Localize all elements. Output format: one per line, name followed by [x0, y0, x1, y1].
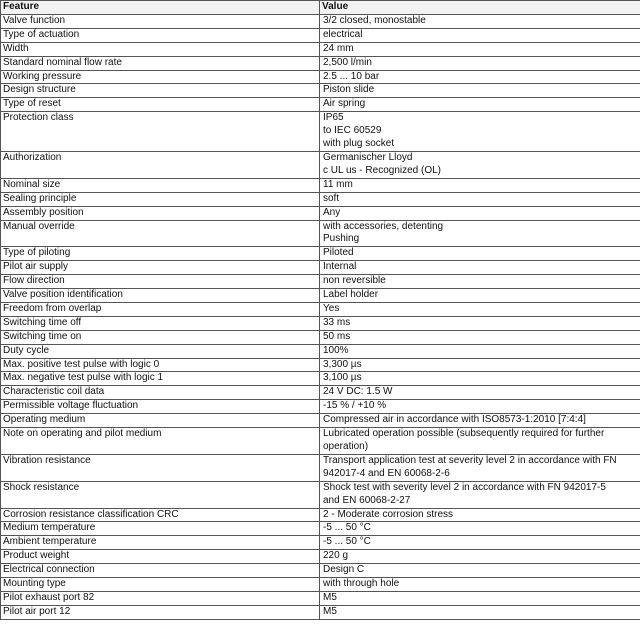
value-line: 2 - Moderate corrosion stress — [323, 508, 454, 520]
value-line: 33 ms — [323, 316, 351, 328]
table-row — [1, 316, 640, 330]
value-line: soft — [323, 192, 340, 204]
value-cell — [320, 550, 640, 564]
value-line: 24 V DC: 1.5 W — [323, 386, 393, 398]
value-line: Any — [323, 206, 341, 218]
value-cell — [320, 400, 640, 414]
value-line: -15 % / +10 % — [323, 400, 387, 412]
table-row — [1, 247, 640, 261]
feature-cell: Mounting type — [1, 578, 320, 592]
value-cell — [320, 508, 640, 522]
table-row — [1, 289, 640, 303]
feature-cell: Permissible voltage fluctuation — [1, 400, 320, 414]
table-row — [1, 206, 640, 220]
table-row — [1, 275, 640, 289]
value-cell — [320, 178, 640, 192]
value-line: 942017-4 and EN 60068-2-6 — [323, 467, 450, 479]
value-cell — [320, 151, 640, 178]
table-row — [1, 28, 640, 42]
feature-cell: Product weight — [1, 550, 320, 564]
feature-cell: Type of piloting — [1, 247, 320, 261]
value-line: Yes — [323, 302, 340, 314]
table-row — [1, 522, 640, 536]
table-row — [1, 98, 640, 112]
table-row — [1, 178, 640, 192]
value-cell — [320, 275, 640, 289]
value-line: IP65 — [323, 112, 344, 124]
feature-cell: Max. negative test pulse with logic 1 — [1, 372, 320, 386]
feature-cell: Corrosion resistance classification CRC — [1, 508, 320, 522]
table-row — [1, 386, 640, 400]
value-line: with plug socket — [323, 138, 395, 150]
value-cell — [320, 481, 640, 508]
feature-cell: Nominal size — [1, 178, 320, 192]
feature-cell: Type of actuation — [1, 28, 320, 42]
feature-cell: Duty cycle — [1, 344, 320, 358]
value-line: c UL us - Recognized (OL) — [323, 164, 442, 176]
value-line: 50 ms — [323, 330, 351, 342]
value-cell — [320, 316, 640, 330]
feature-cell: Max. positive test pulse with logic 0 — [1, 358, 320, 372]
value-line: -5 ... 50 °C — [323, 522, 371, 534]
value-line: 220 g — [323, 550, 349, 562]
value-line: Piston slide — [323, 84, 375, 96]
feature-cell: Design structure — [1, 84, 320, 98]
value-cell — [320, 591, 640, 605]
feature-column-header: Feature — [1, 1, 320, 15]
table-row — [1, 536, 640, 550]
table-row — [1, 578, 640, 592]
value-cell — [320, 220, 640, 247]
feature-cell: Pilot air supply — [1, 261, 320, 275]
feature-cell: Characteristic coil data — [1, 386, 320, 400]
value-line: electrical — [323, 28, 363, 40]
value-line: 2.5 ... 10 bar — [323, 70, 380, 82]
table-row — [1, 372, 640, 386]
feature-cell: Pilot air port 12 — [1, 605, 320, 619]
value-column-header: Value — [320, 1, 640, 15]
value-cell — [320, 192, 640, 206]
feature-cell: Assembly position — [1, 206, 320, 220]
feature-cell: Operating medium — [1, 414, 320, 428]
value-line: with through hole — [323, 578, 400, 590]
value-line: Label holder — [323, 289, 379, 301]
value-line: 3,300 µs — [323, 358, 362, 370]
feature-cell: Working pressure — [1, 70, 320, 84]
feature-cell: Standard nominal flow rate — [1, 56, 320, 70]
value-cell — [320, 206, 640, 220]
value-cell — [320, 98, 640, 112]
table-row — [1, 220, 640, 247]
value-line: operation) — [323, 441, 369, 452]
value-line: Germanischer Lloyd — [323, 151, 413, 163]
value-line: 2,500 l/min — [323, 56, 372, 68]
value-cell — [320, 14, 640, 28]
table-row — [1, 261, 640, 275]
feature-cell: Manual override — [1, 220, 320, 247]
table-row — [1, 550, 640, 564]
value-cell — [320, 578, 640, 592]
value-cell — [320, 289, 640, 303]
value-line: Shock test with severity level 2 in accordance with FN 942017-5 — [323, 481, 606, 493]
value-cell — [320, 372, 640, 386]
table-row — [1, 414, 640, 428]
value-cell — [320, 358, 640, 372]
table-row — [1, 428, 640, 455]
value-line: -5 ... 50 °C — [323, 536, 371, 548]
table-row — [1, 481, 640, 508]
value-cell — [320, 564, 640, 578]
feature-cell: Shock resistance — [1, 481, 320, 508]
value-line: Internal — [323, 261, 357, 273]
table-row — [1, 508, 640, 522]
value-cell — [320, 56, 640, 70]
table-row — [1, 70, 640, 84]
value-line: 3,100 µs — [323, 372, 362, 384]
table-row — [1, 591, 640, 605]
value-line: Air spring — [323, 98, 366, 110]
value-cell — [320, 330, 640, 344]
table-row — [1, 151, 640, 178]
value-cell — [320, 28, 640, 42]
table-row — [1, 344, 640, 358]
table-row — [1, 358, 640, 372]
value-line: Design C — [323, 564, 365, 576]
value-cell — [320, 428, 640, 455]
feature-cell: Switching time on — [1, 330, 320, 344]
table-row — [1, 84, 640, 98]
table-row — [1, 192, 640, 206]
feature-cell: Sealing principle — [1, 192, 320, 206]
value-cell — [320, 522, 640, 536]
value-cell — [320, 84, 640, 98]
value-cell — [320, 386, 640, 400]
value-line: with accessories, detenting — [323, 220, 444, 232]
value-cell — [320, 605, 640, 619]
value-line: Lubricated operation possible (subsequently required for further — [323, 428, 605, 440]
table-row — [1, 302, 640, 316]
feature-cell: Protection class — [1, 112, 320, 152]
value-line: Transport application test at severity level 2 in accordance with FN — [323, 454, 617, 466]
table-row — [1, 605, 640, 619]
feature-cell: Switching time off — [1, 316, 320, 330]
header-row — [1, 1, 640, 15]
value-line: to IEC 60529 — [323, 125, 382, 137]
value-cell — [320, 70, 640, 84]
value-cell — [320, 42, 640, 56]
feature-cell: Width — [1, 42, 320, 56]
feature-cell: Note on operating and pilot medium — [1, 428, 320, 455]
feature-cell: Ambient temperature — [1, 536, 320, 550]
table-row — [1, 564, 640, 578]
value-line: Pushing — [323, 233, 360, 245]
value-line: non reversible — [323, 275, 386, 287]
value-line: 3/2 closed, monostable — [323, 14, 426, 26]
value-cell — [320, 247, 640, 261]
value-cell — [320, 454, 640, 481]
feature-cell: Electrical connection — [1, 564, 320, 578]
value-line: Compressed air in accordance with ISO8573-1:2010 [7:4:4] — [323, 414, 586, 426]
feature-cell: Freedom from overlap — [1, 302, 320, 316]
feature-cell: Valve position identification — [1, 289, 320, 303]
table-row — [1, 330, 640, 344]
value-cell — [320, 536, 640, 550]
value-line: and EN 60068-2-27 — [323, 494, 411, 506]
value-line: M5 — [323, 591, 337, 603]
value-cell — [320, 414, 640, 428]
value-line: 24 mm — [323, 42, 354, 54]
feature-cell: Pilot exhaust port 82 — [1, 591, 320, 605]
value-line: Piloted — [323, 247, 354, 259]
table-row — [1, 56, 640, 70]
table-row — [1, 14, 640, 28]
feature-cell: Authorization — [1, 151, 320, 178]
feature-cell: Vibration resistance — [1, 454, 320, 481]
feature-cell: Type of reset — [1, 98, 320, 112]
value-line: M5 — [323, 605, 337, 617]
feature-cell: Medium temperature — [1, 522, 320, 536]
value-cell — [320, 261, 640, 275]
value-line: 11 mm — [323, 178, 353, 190]
value-line: 100% — [323, 344, 349, 356]
value-cell — [320, 112, 640, 152]
table-row — [1, 42, 640, 56]
feature-cell: Flow direction — [1, 275, 320, 289]
spec-table-body — [1, 14, 640, 619]
table-row — [1, 454, 640, 481]
feature-cell: Valve function — [1, 14, 320, 28]
value-cell — [320, 302, 640, 316]
table-row — [1, 400, 640, 414]
value-cell — [320, 344, 640, 358]
table-row — [1, 112, 640, 152]
